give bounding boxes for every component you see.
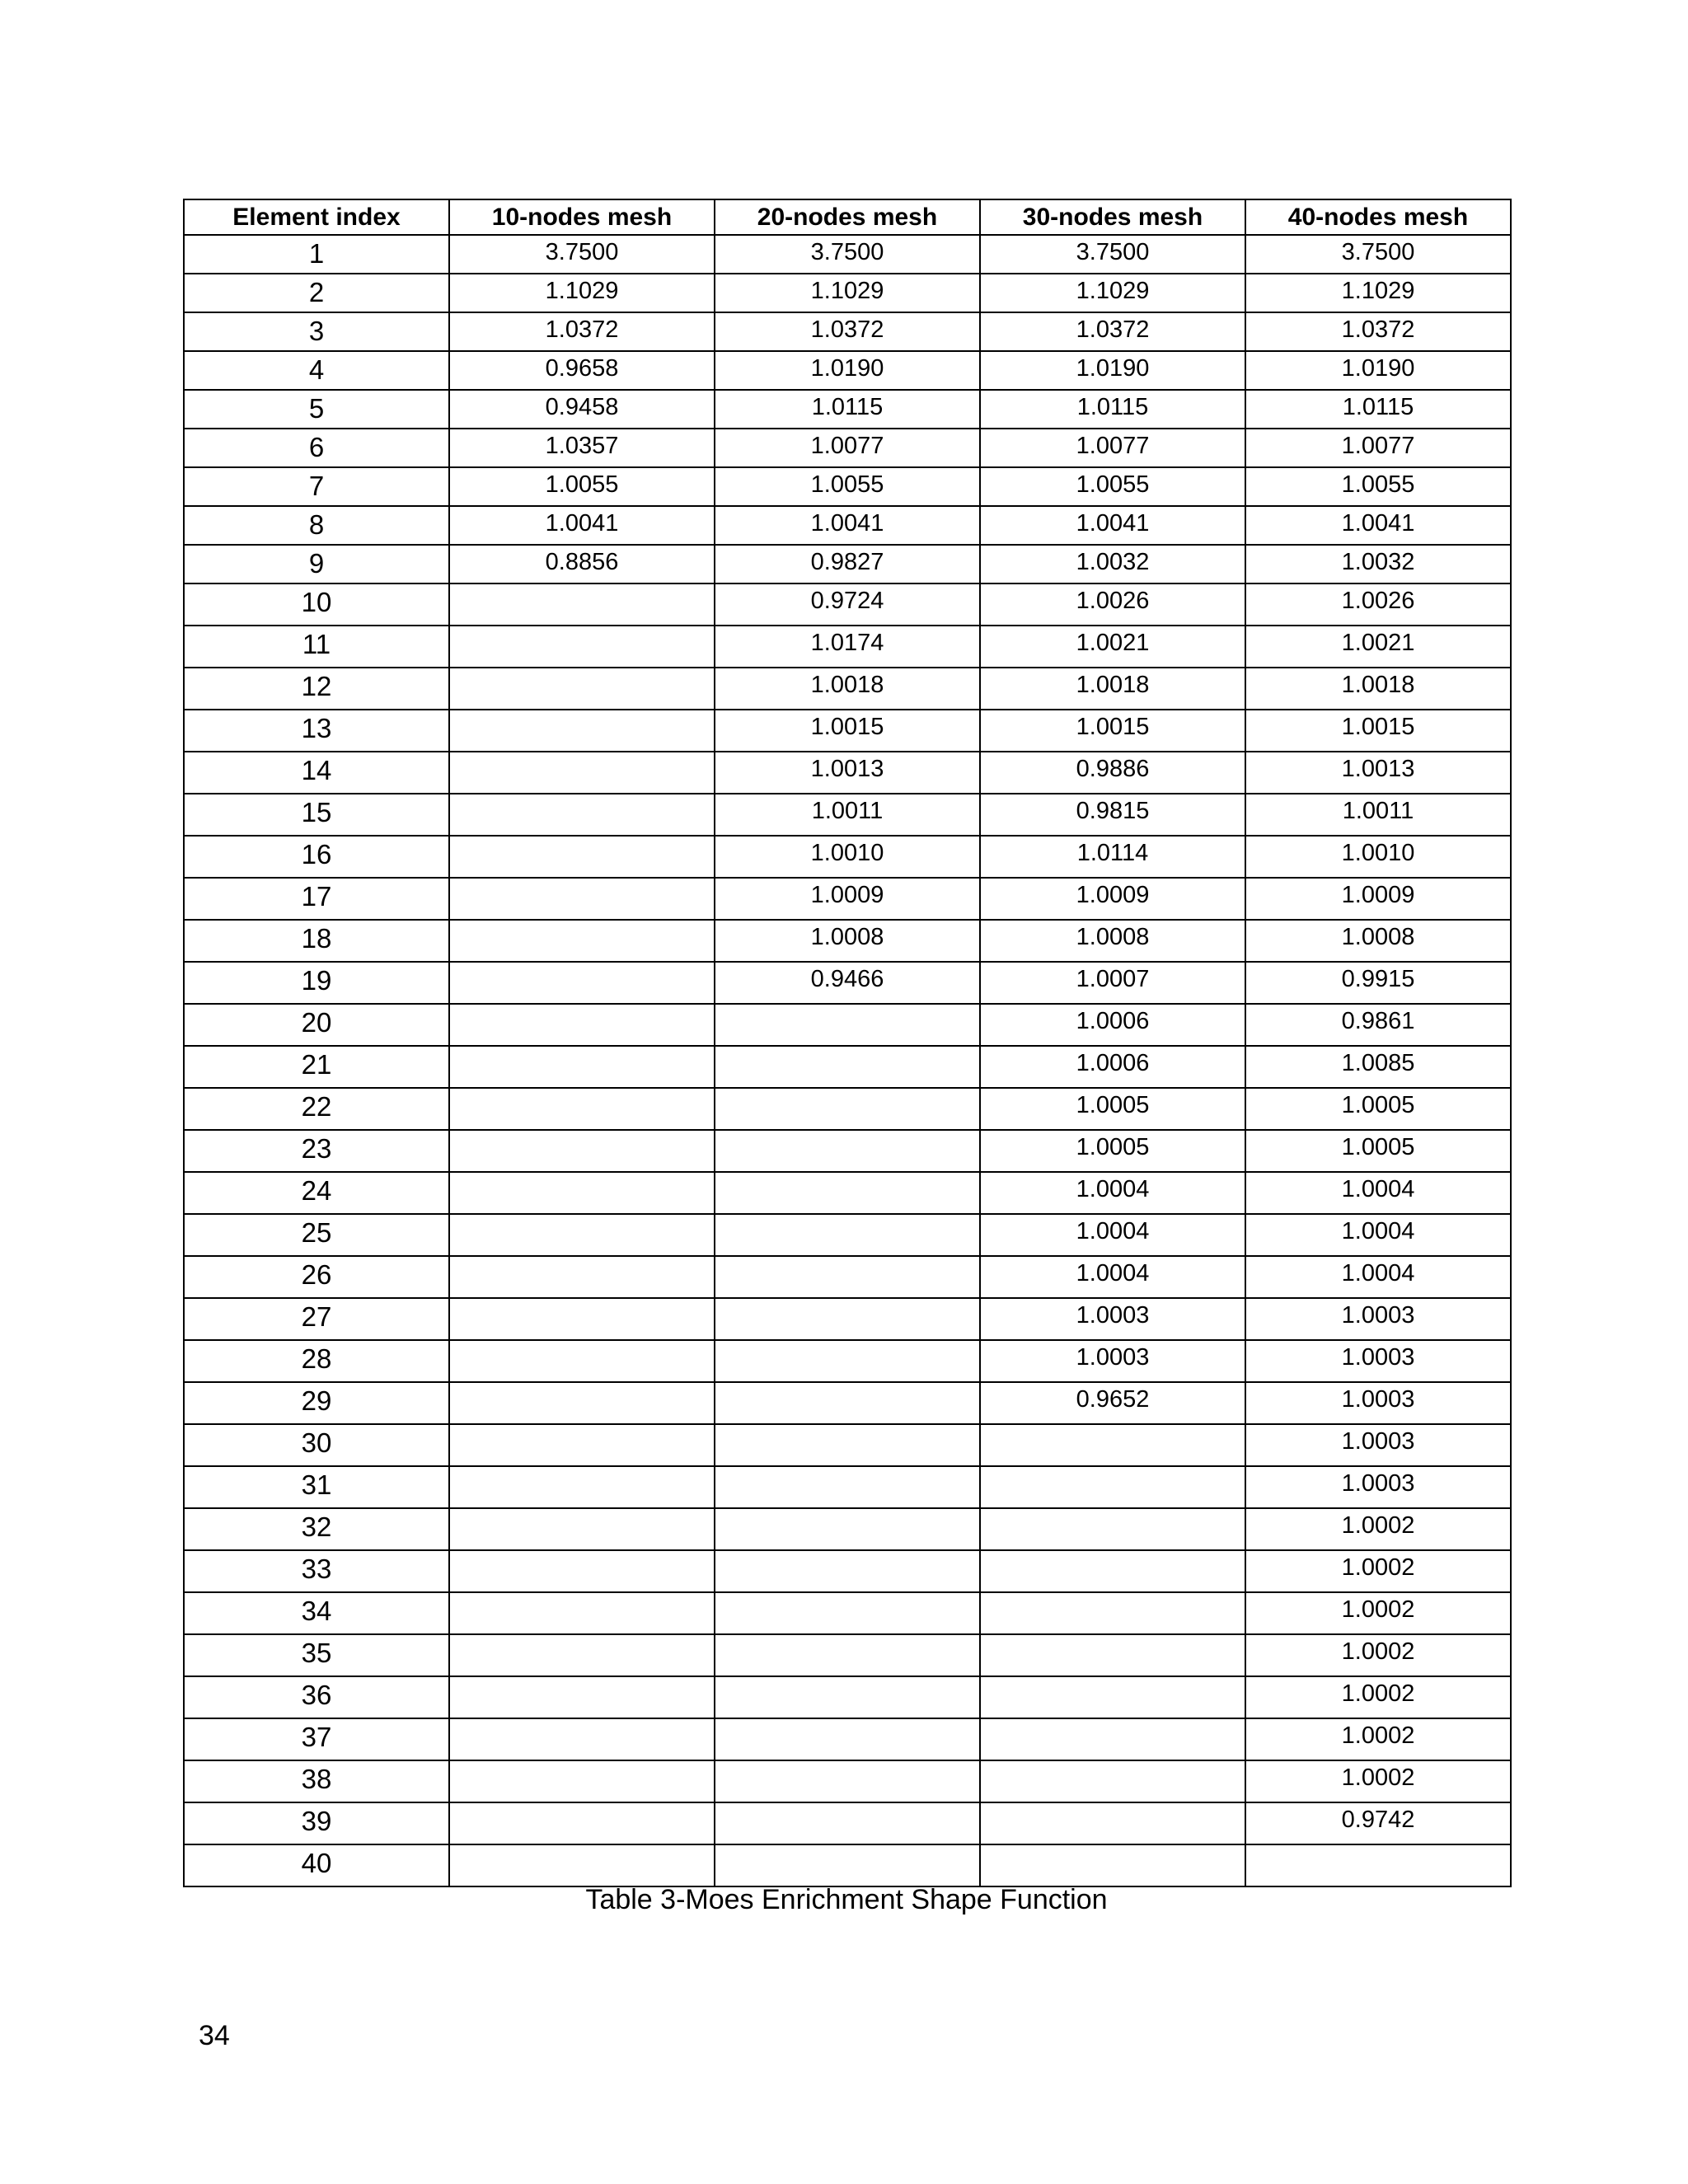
table-row — [184, 1424, 1511, 1466]
mesh-value-cell — [980, 1634, 1245, 1676]
element-index-cell: 19 — [184, 962, 449, 1004]
element-index-cell: 34 — [184, 1592, 449, 1634]
mesh-value-cell: 1.0357 — [449, 429, 715, 467]
mesh-value-cell: 1.0018 — [1245, 668, 1511, 710]
table-row — [184, 1088, 1511, 1130]
mesh-value-cell — [715, 1004, 980, 1046]
mesh-value-cell: 1.0055 — [715, 467, 980, 506]
mesh-value-cell: 1.0114 — [980, 836, 1245, 878]
element-index-cell: 38 — [184, 1760, 449, 1802]
mesh-value-cell: 1.0004 — [1245, 1172, 1511, 1214]
mesh-value-cell: 1.1029 — [980, 274, 1245, 312]
mesh-value-cell: 1.0190 — [1245, 351, 1511, 390]
mesh-value-cell: 1.0002 — [1245, 1634, 1511, 1676]
mesh-value-cell: 1.0002 — [1245, 1592, 1511, 1634]
table-row — [184, 429, 1511, 467]
table-row — [184, 1256, 1511, 1298]
table-row — [184, 1004, 1511, 1046]
mesh-value-cell: 1.0085 — [1245, 1046, 1511, 1088]
mesh-value-cell: 1.0015 — [715, 710, 980, 752]
element-index-cell: 29 — [184, 1382, 449, 1424]
mesh-value-cell: 1.0026 — [980, 583, 1245, 626]
mesh-value-cell: 1.0010 — [715, 836, 980, 878]
mesh-value-cell: 1.0372 — [980, 312, 1245, 351]
element-index-cell: 2 — [184, 274, 449, 312]
mesh-value-cell: 1.0002 — [1245, 1676, 1511, 1718]
mesh-value-cell: 1.0005 — [1245, 1088, 1511, 1130]
mesh-value-cell: 1.0011 — [715, 794, 980, 836]
header-30-nodes-mesh: 30-nodes mesh — [980, 199, 1245, 235]
table-row — [184, 1760, 1511, 1802]
mesh-value-cell: 3.7500 — [715, 235, 980, 274]
table-row — [184, 710, 1511, 752]
table-row — [184, 1634, 1511, 1676]
mesh-value-cell — [449, 1340, 715, 1382]
mesh-value-cell: 1.0372 — [1245, 312, 1511, 351]
table-row — [184, 794, 1511, 836]
mesh-value-cell: 1.0190 — [980, 351, 1245, 390]
table-row — [184, 312, 1511, 351]
table-row — [184, 1046, 1511, 1088]
mesh-value-cell — [449, 1508, 715, 1550]
table-row — [184, 1676, 1511, 1718]
mesh-value-cell — [449, 1130, 715, 1172]
mesh-value-cell — [715, 1130, 980, 1172]
element-index-cell: 27 — [184, 1298, 449, 1340]
element-index-cell: 17 — [184, 878, 449, 920]
element-index-cell: 4 — [184, 351, 449, 390]
mesh-value-cell: 1.0008 — [715, 920, 980, 962]
table-row — [184, 1130, 1511, 1172]
table-row — [184, 962, 1511, 1004]
mesh-value-cell — [449, 1382, 715, 1424]
element-index-cell: 36 — [184, 1676, 449, 1718]
mesh-value-cell: 1.0174 — [715, 626, 980, 668]
mesh-value-cell: 0.9658 — [449, 351, 715, 390]
table-row — [184, 668, 1511, 710]
mesh-value-cell: 1.0002 — [1245, 1718, 1511, 1760]
table-body — [184, 235, 1511, 1886]
mesh-value-cell — [449, 1298, 715, 1340]
mesh-value-cell: 1.0007 — [980, 962, 1245, 1004]
mesh-value-cell: 1.0115 — [980, 390, 1245, 429]
element-index-cell: 10 — [184, 583, 449, 626]
mesh-value-cell: 1.0077 — [715, 429, 980, 467]
mesh-value-cell: 1.0003 — [1245, 1466, 1511, 1508]
table-row — [184, 1508, 1511, 1550]
element-index-cell: 37 — [184, 1718, 449, 1760]
table-row — [184, 1466, 1511, 1508]
mesh-value-cell: 1.0015 — [980, 710, 1245, 752]
mesh-value-cell: 0.9724 — [715, 583, 980, 626]
table-row — [184, 1844, 1511, 1886]
element-index-cell: 11 — [184, 626, 449, 668]
mesh-value-cell: 1.0018 — [715, 668, 980, 710]
table-row — [184, 235, 1511, 274]
mesh-value-cell — [1245, 1844, 1511, 1886]
mesh-value-cell — [715, 1466, 980, 1508]
mesh-value-cell: 0.9915 — [1245, 962, 1511, 1004]
element-index-cell: 32 — [184, 1508, 449, 1550]
table-row — [184, 1592, 1511, 1634]
mesh-value-cell: 1.0009 — [1245, 878, 1511, 920]
mesh-value-cell — [449, 920, 715, 962]
mesh-value-cell — [715, 1214, 980, 1256]
element-index-cell: 14 — [184, 752, 449, 794]
mesh-value-cell: 1.0004 — [980, 1172, 1245, 1214]
mesh-value-cell — [715, 1046, 980, 1088]
element-index-cell: 16 — [184, 836, 449, 878]
mesh-value-cell — [715, 1634, 980, 1676]
mesh-value-cell — [715, 1760, 980, 1802]
header-40-nodes-mesh: 40-nodes mesh — [1245, 199, 1511, 235]
mesh-value-cell: 1.0115 — [715, 390, 980, 429]
mesh-value-cell: 1.0003 — [1245, 1298, 1511, 1340]
mesh-value-cell: 1.0032 — [980, 545, 1245, 583]
mesh-value-cell: 1.1029 — [449, 274, 715, 312]
mesh-value-cell: 0.9466 — [715, 962, 980, 1004]
table-row — [184, 1214, 1511, 1256]
mesh-value-cell — [980, 1760, 1245, 1802]
mesh-value-cell — [980, 1424, 1245, 1466]
table-caption: Table 3-Moes Enrichment Shape Function — [585, 1884, 1108, 1915]
element-index-cell: 31 — [184, 1466, 449, 1508]
mesh-value-cell: 3.7500 — [980, 235, 1245, 274]
mesh-value-cell: 1.0077 — [1245, 429, 1511, 467]
table-row — [184, 467, 1511, 506]
table-row — [184, 545, 1511, 583]
mesh-value-cell — [715, 1382, 980, 1424]
table-row — [184, 1298, 1511, 1340]
table-row — [184, 390, 1511, 429]
mesh-value-cell: 0.9742 — [1245, 1802, 1511, 1844]
table-row — [184, 1382, 1511, 1424]
element-index-cell: 20 — [184, 1004, 449, 1046]
mesh-value-cell — [449, 836, 715, 878]
mesh-value-cell: 1.0002 — [1245, 1508, 1511, 1550]
mesh-value-cell — [449, 1172, 715, 1214]
mesh-value-cell: 1.0013 — [1245, 752, 1511, 794]
mesh-value-cell — [449, 1760, 715, 1802]
element-index-cell: 30 — [184, 1424, 449, 1466]
element-index-cell: 1 — [184, 235, 449, 274]
mesh-value-cell — [449, 1256, 715, 1298]
element-index-cell: 35 — [184, 1634, 449, 1676]
mesh-value-cell — [980, 1676, 1245, 1718]
mesh-value-cell — [449, 583, 715, 626]
mesh-value-cell — [980, 1718, 1245, 1760]
table-row — [184, 752, 1511, 794]
mesh-value-cell: 1.0003 — [980, 1340, 1245, 1382]
mesh-value-cell — [449, 962, 715, 1004]
mesh-value-cell — [980, 1592, 1245, 1634]
mesh-value-cell — [715, 1508, 980, 1550]
mesh-value-cell: 1.0003 — [1245, 1382, 1511, 1424]
element-index-cell: 23 — [184, 1130, 449, 1172]
element-index-cell: 21 — [184, 1046, 449, 1088]
mesh-value-cell — [449, 1718, 715, 1760]
mesh-value-cell: 1.0372 — [715, 312, 980, 351]
mesh-value-cell — [449, 1424, 715, 1466]
mesh-value-cell: 1.0026 — [1245, 583, 1511, 626]
table-row — [184, 1802, 1511, 1844]
table-row — [184, 920, 1511, 962]
mesh-value-cell: 3.7500 — [449, 235, 715, 274]
mesh-value-cell — [715, 1718, 980, 1760]
mesh-value-cell: 1.0004 — [1245, 1214, 1511, 1256]
mesh-value-cell: 0.8856 — [449, 545, 715, 583]
mesh-value-cell: 1.0003 — [980, 1298, 1245, 1340]
header-20-nodes-mesh: 20-nodes mesh — [715, 199, 980, 235]
mesh-value-cell — [449, 1088, 715, 1130]
mesh-value-cell — [715, 1256, 980, 1298]
table-row — [184, 351, 1511, 390]
element-index-cell: 8 — [184, 506, 449, 545]
mesh-value-cell: 1.0055 — [1245, 467, 1511, 506]
mesh-value-cell — [715, 1340, 980, 1382]
mesh-value-cell: 1.0004 — [1245, 1256, 1511, 1298]
element-index-cell: 25 — [184, 1214, 449, 1256]
mesh-value-cell: 1.0041 — [715, 506, 980, 545]
mesh-value-cell — [980, 1508, 1245, 1550]
element-index-cell: 5 — [184, 390, 449, 429]
mesh-value-cell: 1.0010 — [1245, 836, 1511, 878]
mesh-value-cell: 0.9458 — [449, 390, 715, 429]
element-index-cell: 18 — [184, 920, 449, 962]
mesh-value-cell — [715, 1802, 980, 1844]
mesh-value-cell — [449, 710, 715, 752]
mesh-value-cell — [449, 1046, 715, 1088]
element-index-cell: 39 — [184, 1802, 449, 1844]
mesh-value-cell — [449, 1676, 715, 1718]
element-index-cell: 12 — [184, 668, 449, 710]
mesh-value-cell: 1.0009 — [980, 878, 1245, 920]
mesh-value-cell: 1.0055 — [980, 467, 1245, 506]
mesh-value-cell: 1.0008 — [980, 920, 1245, 962]
table-row — [184, 274, 1511, 312]
mesh-value-cell: 1.0115 — [1245, 390, 1511, 429]
header-10-nodes-mesh: 10-nodes mesh — [449, 199, 715, 235]
mesh-value-cell: 0.9861 — [1245, 1004, 1511, 1046]
enrichment-shape-function-table — [183, 199, 1512, 1887]
table-row — [184, 626, 1511, 668]
element-index-cell: 6 — [184, 429, 449, 467]
element-index-cell: 33 — [184, 1550, 449, 1592]
header-element-index: Element index — [184, 199, 449, 235]
table-row — [184, 1172, 1511, 1214]
mesh-value-cell — [449, 752, 715, 794]
mesh-value-cell — [715, 1550, 980, 1592]
mesh-value-cell — [980, 1550, 1245, 1592]
mesh-value-cell: 1.0002 — [1245, 1760, 1511, 1802]
mesh-value-cell: 1.0055 — [449, 467, 715, 506]
mesh-value-cell: 1.0372 — [449, 312, 715, 351]
mesh-value-cell: 1.0004 — [980, 1214, 1245, 1256]
mesh-value-cell: 1.0041 — [980, 506, 1245, 545]
mesh-value-cell: 1.0190 — [715, 351, 980, 390]
mesh-value-cell: 1.0021 — [1245, 626, 1511, 668]
mesh-value-cell: 0.9652 — [980, 1382, 1245, 1424]
mesh-value-cell: 0.9815 — [980, 794, 1245, 836]
mesh-value-cell — [449, 1592, 715, 1634]
mesh-value-cell — [715, 1592, 980, 1634]
mesh-value-cell: 1.0018 — [980, 668, 1245, 710]
table-row — [184, 583, 1511, 626]
element-index-cell: 22 — [184, 1088, 449, 1130]
element-index-cell: 13 — [184, 710, 449, 752]
mesh-value-cell: 1.0006 — [980, 1046, 1245, 1088]
mesh-value-cell: 1.0008 — [1245, 920, 1511, 962]
table-row — [184, 506, 1511, 545]
mesh-value-cell — [715, 1298, 980, 1340]
mesh-value-cell: 0.9827 — [715, 545, 980, 583]
mesh-value-cell: 1.0011 — [1245, 794, 1511, 836]
mesh-value-cell: 1.1029 — [715, 274, 980, 312]
mesh-value-cell — [715, 1424, 980, 1466]
mesh-value-cell: 1.0013 — [715, 752, 980, 794]
element-index-cell: 40 — [184, 1844, 449, 1886]
table-header-row — [184, 199, 1511, 235]
mesh-value-cell — [449, 1466, 715, 1508]
element-index-cell: 24 — [184, 1172, 449, 1214]
table-row — [184, 1340, 1511, 1382]
mesh-value-cell: 1.0005 — [980, 1088, 1245, 1130]
mesh-value-cell: 1.0004 — [980, 1256, 1245, 1298]
page-number: 34 — [199, 2020, 230, 2051]
mesh-value-cell: 1.0041 — [449, 506, 715, 545]
element-index-cell: 7 — [184, 467, 449, 506]
mesh-value-cell: 1.0003 — [1245, 1424, 1511, 1466]
element-index-cell: 3 — [184, 312, 449, 351]
mesh-value-cell — [449, 1004, 715, 1046]
mesh-value-cell — [449, 1550, 715, 1592]
mesh-value-cell: 1.1029 — [1245, 274, 1511, 312]
mesh-value-cell: 1.0003 — [1245, 1340, 1511, 1382]
mesh-value-cell: 1.0009 — [715, 878, 980, 920]
mesh-value-cell — [449, 626, 715, 668]
mesh-value-cell: 1.0021 — [980, 626, 1245, 668]
table-row — [184, 878, 1511, 920]
mesh-value-cell: 1.0041 — [1245, 506, 1511, 545]
mesh-value-cell — [980, 1466, 1245, 1508]
mesh-value-cell: 1.0002 — [1245, 1550, 1511, 1592]
mesh-value-cell — [980, 1844, 1245, 1886]
mesh-value-cell — [449, 668, 715, 710]
element-index-cell: 28 — [184, 1340, 449, 1382]
table-row — [184, 1718, 1511, 1760]
mesh-value-cell: 1.0006 — [980, 1004, 1245, 1046]
mesh-value-cell: 1.0005 — [980, 1130, 1245, 1172]
mesh-value-cell: 1.0015 — [1245, 710, 1511, 752]
mesh-value-cell — [715, 1172, 980, 1214]
mesh-value-cell — [449, 1844, 715, 1886]
mesh-value-cell — [980, 1802, 1245, 1844]
mesh-value-cell: 1.0077 — [980, 429, 1245, 467]
element-index-cell: 15 — [184, 794, 449, 836]
element-index-cell: 26 — [184, 1256, 449, 1298]
mesh-value-cell: 1.0032 — [1245, 545, 1511, 583]
mesh-value-cell — [449, 1214, 715, 1256]
mesh-value-cell — [715, 1088, 980, 1130]
table-row — [184, 836, 1511, 878]
mesh-value-cell — [449, 1634, 715, 1676]
mesh-value-cell: 0.9886 — [980, 752, 1245, 794]
mesh-value-cell: 1.0005 — [1245, 1130, 1511, 1172]
mesh-value-cell — [449, 878, 715, 920]
mesh-value-cell — [715, 1844, 980, 1886]
mesh-value-cell: 3.7500 — [1245, 235, 1511, 274]
mesh-value-cell — [715, 1676, 980, 1718]
table-row — [184, 1550, 1511, 1592]
mesh-value-cell — [449, 1802, 715, 1844]
element-index-cell: 9 — [184, 545, 449, 583]
mesh-value-cell — [449, 794, 715, 836]
